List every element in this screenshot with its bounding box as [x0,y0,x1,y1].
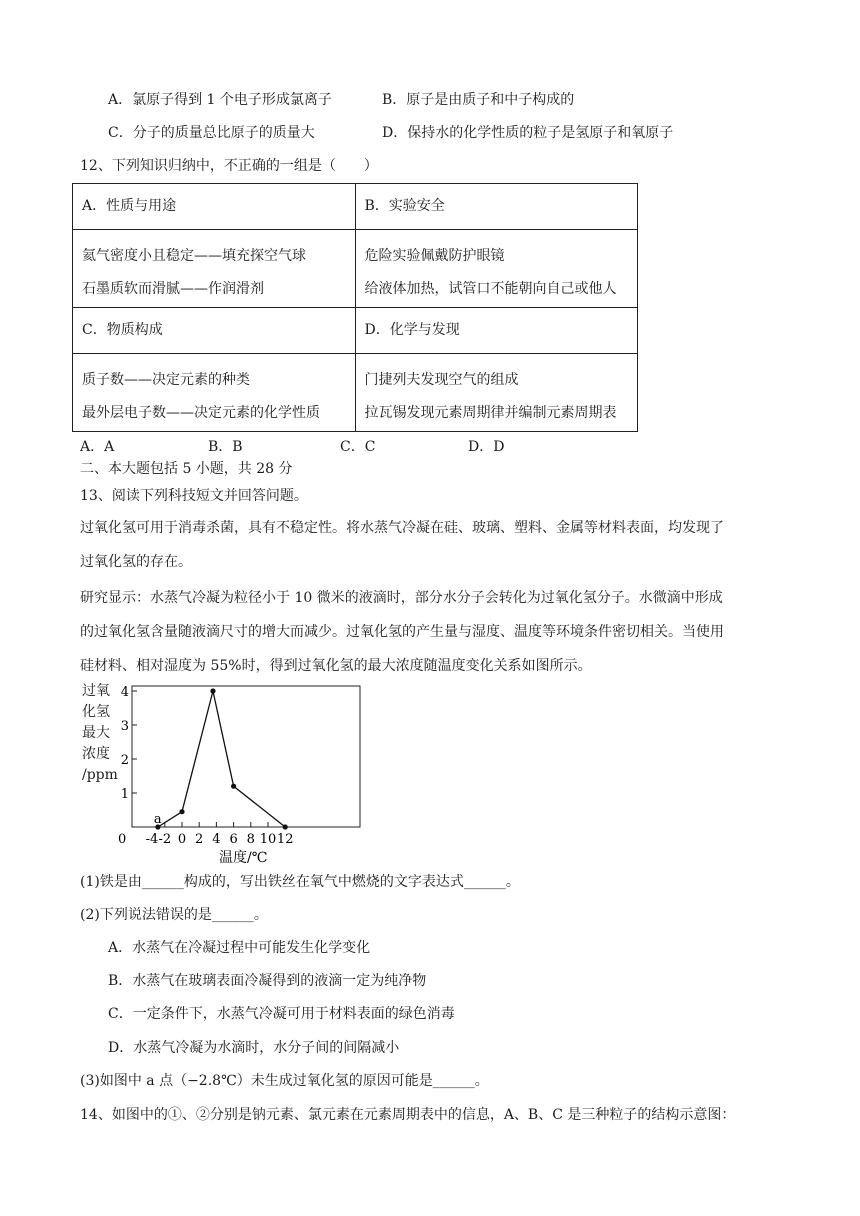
y-axis-label-line: 化氢 [82,704,110,720]
y-tick-label: 4 [120,685,129,700]
section-heading: 二、本大题包括 5 小题，共 28 分 [80,461,293,477]
knowledge-table [72,183,638,432]
q13-sub2-option-b: B．水蒸气在玻璃表面冷凝得到的液滴一定为纯净物 [108,973,427,989]
data-point [210,688,215,693]
x-tick-label: 2 [195,832,204,847]
q13-sub2-option-d: D．水蒸气冷凝为水滴时，水分子间的间隔减小 [108,1040,400,1056]
data-points [155,688,287,829]
cell-d-line: 门捷列夫发现空气的组成 [364,372,519,388]
cell-c-line: 质子数——决定元素的种类 [82,372,250,388]
data-point [231,784,236,789]
y-ticks [121,685,137,802]
x-tick-label: 6 [229,832,238,847]
cell-b-line: 危险实验佩戴防护眼镜 [364,248,505,264]
q13-sub2: (2)下列说法错误的是______。 [80,907,268,923]
y-tick-label: 2 [120,753,129,768]
plot-frame [132,686,360,827]
x-tick-label: 8 [246,832,255,847]
cell-c-line: 最外层电子数——决定元素的化学性质 [82,405,320,421]
x-axis-label: 温度/℃ [219,850,268,866]
q13-sub2-option-a: A．水蒸气在冷凝过程中可能发生化学变化 [108,940,371,956]
q13-para2-line: 的过氧化氢含量随液滴尺寸的增大而减少。过氧化氢的产生量与湿度、温度等环境条件密切相关。当使用 [80,624,724,640]
y-axis-label-line: 过氧 [82,683,110,699]
cell-a-line: 氦气密度小且稳定——填充探空气球 [82,248,306,264]
x-tick-label: 0 [118,832,127,847]
x-tick-label: -2 [158,832,172,847]
q13-stem: 13、阅读下列科技短文并回答问题。 [80,488,308,504]
q12-option-a: A．A [80,439,115,455]
y-axis-label [82,683,118,783]
cell-c-body [73,354,356,432]
q13-sub1: (1)铁是由______构成的，写出铁丝在氧气中燃烧的文字表达式______。 [80,874,520,890]
x-ticks [118,822,293,847]
cell-a-line: 石墨质软而滑腻——作润滑剂 [82,281,264,297]
x-tick-label: -4 [145,832,159,847]
q12-stem: 12、下列知识归纳中，不正确的一组是（ ） [80,158,378,174]
q13-sub3: (3)如图中 a 点（−2.8℃）未生成过氧化氢的原因可能是______。 [80,1073,489,1089]
x-tick-label: 10 [259,832,277,847]
y-axis-label-line: /ppm [82,767,118,783]
cell-d-body [355,354,638,432]
y-tick-label: 1 [120,787,129,802]
q14-stem: 14、如图中的①、②分别是钠元素、氯元素在元素周期表中的信息，A、B、C 是三种粒子的结构示意图： [80,1107,736,1123]
x-tick-label: 12 [276,832,294,847]
q12-option-c: C．C [340,439,376,455]
y-axis-label-line: 浓度 [82,746,110,762]
cell-b-body [355,230,638,308]
q13-para1-line: 过氧化氢的存在。 [80,554,192,570]
cell-c-head: C．物质构成 [73,308,356,354]
y-axis-label-line: 最大 [82,725,110,741]
h2o2-concentration-chart [76,680,376,870]
cell-a-body [73,230,356,308]
q11-option-b: B．原子是由质子和中子构成的 [382,92,575,108]
cell-a-head: A．性质与用途 [73,184,356,230]
q12-option-b: B．B [208,439,243,455]
data-point [179,809,184,814]
q13-para1-line: 过氧化氢可用于消毒杀菌，具有不稳定性。将水蒸气冷凝在硅、玻璃、塑料、金属等材料表面，均发现了 [80,520,724,536]
cell-b-head: B．实验安全 [355,184,638,230]
cell-d-head: D．化学与发现 [355,308,638,354]
q13-para2-line: 研究显示：水蒸气冷凝为粒径小于 10 微米的液滴时，部分水分子会转化为过氧化氢分子。水微滴中形成 [80,590,723,606]
q11-option-a: A．氯原子得到 1 个电子形成氯离子 [108,92,332,108]
x-tick-label: 0 [177,832,187,847]
q13-para2-line: 硅材料、相对湿度为 55%时，得到过氧化氢的最大浓度随温度变化关系如图所示。 [80,658,592,674]
q11-option-c: C．分子的质量总比原子的质量大 [108,125,315,141]
q13-sub2-option-c: C．一定条件下，水蒸气冷凝可用于材料表面的绿色消毒 [108,1006,455,1022]
q11-option-d: D．保持水的化学性质的粒子是氢原子和氧原子 [382,125,674,141]
x-tick-label: 4 [212,832,221,847]
series-line [158,691,285,827]
cell-b-line: 给液体加热，试管口不能朝向自己或他人 [364,281,617,297]
data-point [283,824,288,829]
y-tick-label: 3 [120,719,129,734]
point-a-label: a [153,812,162,827]
cell-d-line: 拉瓦锡发现元素周期律并编制元素周期表 [364,405,617,421]
q12-option-d: D．D [468,439,505,455]
